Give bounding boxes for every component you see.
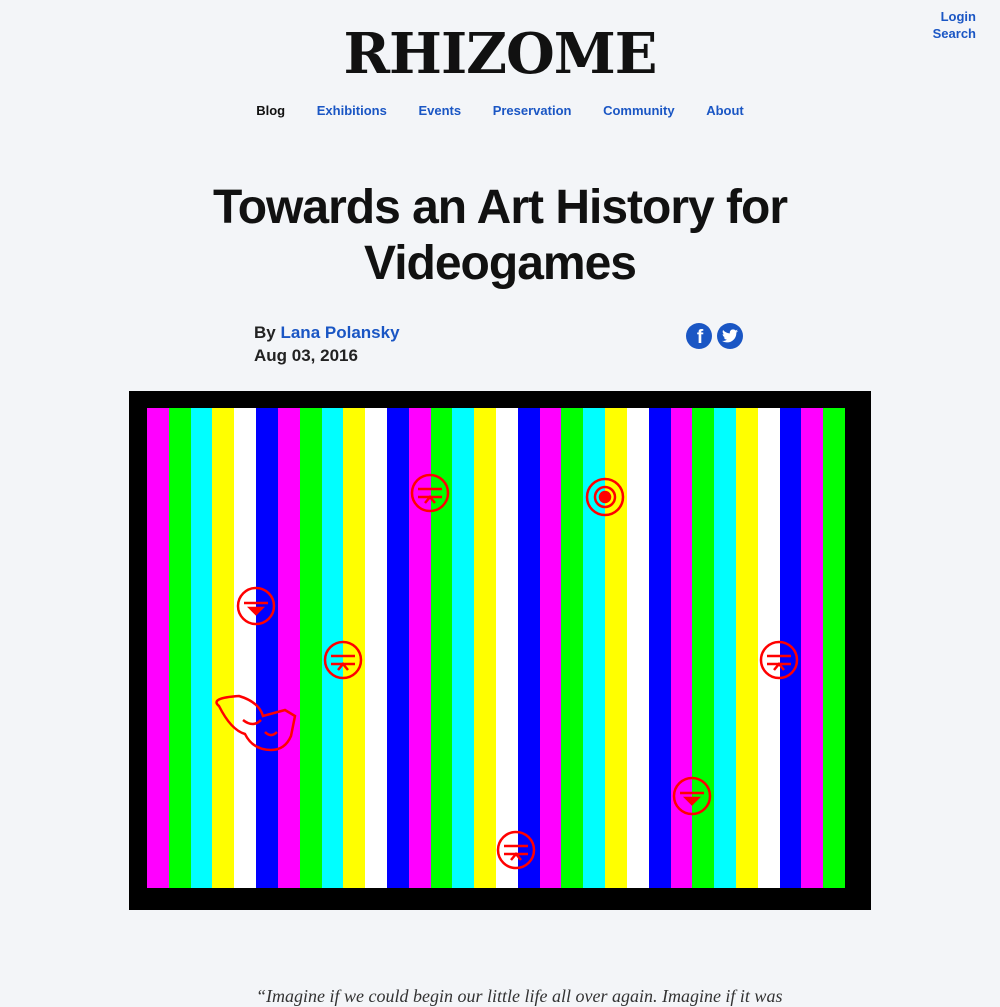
facebook-icon[interactable]	[686, 323, 712, 349]
svg-text:f: f	[696, 327, 704, 348]
by-label: By	[254, 323, 276, 342]
enemy-sprite	[498, 832, 534, 868]
nav-item-exhibitions[interactable]: Exhibitions	[316, 103, 387, 118]
nav-item-events[interactable]: Events	[418, 103, 462, 118]
nav-item-about[interactable]: About	[706, 103, 744, 118]
share-buttons	[686, 323, 743, 349]
main-nav	[0, 103, 1000, 118]
player-ship-sprite	[217, 696, 296, 750]
enemy-sprite	[412, 475, 448, 511]
nav-item-preservation[interactable]: Preservation	[492, 103, 572, 118]
game-sprites	[147, 408, 845, 888]
enemy-sprite	[238, 588, 274, 624]
hero-image	[129, 391, 871, 910]
login-link[interactable]: Login	[940, 9, 976, 24]
site-logo[interactable]: RHIZOME	[343, 21, 657, 87]
article-intro-quote: “Imagine if we could begin our little life all over again. Imagine if it was	[256, 986, 783, 1006]
enemy-sprite	[674, 778, 710, 814]
enemy-sprite	[325, 642, 361, 678]
article-date: Aug 03, 2016	[254, 346, 358, 365]
enemy-sprite	[761, 642, 797, 678]
nav-item-community[interactable]: Community	[603, 103, 675, 118]
author-link[interactable]: Lana Polansky	[280, 323, 400, 342]
byline	[254, 321, 400, 367]
enemy-sprite	[587, 479, 623, 515]
search-link[interactable]: Search	[932, 26, 976, 41]
article-title: Towards an Art History for Videogames	[212, 181, 788, 290]
twitter-icon[interactable]	[717, 323, 743, 349]
nav-item-blog[interactable]: Blog	[256, 103, 286, 118]
